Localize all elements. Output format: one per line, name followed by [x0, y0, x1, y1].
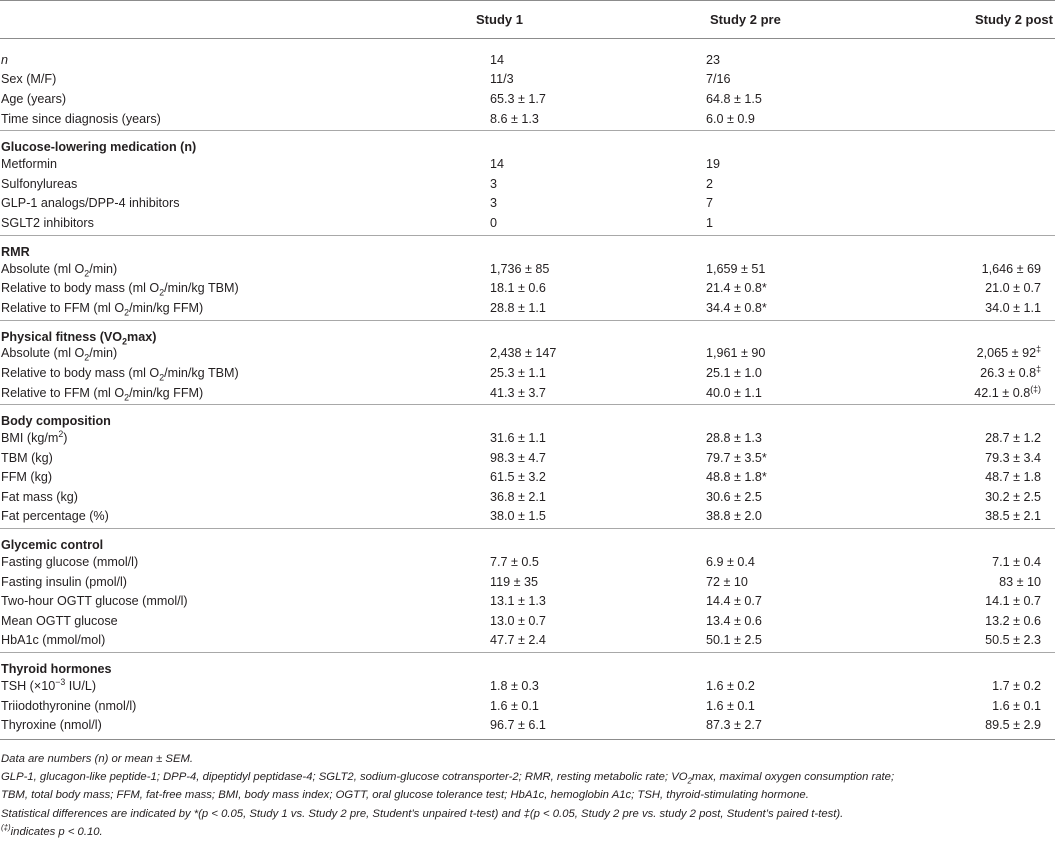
cell-study1: 8.6 ± 1.3 — [490, 111, 539, 126]
label-text: /min/kg TBM) — [164, 365, 239, 380]
label-text: TSH (×10 — [1, 679, 56, 694]
superscript: (‡) — [1, 823, 11, 833]
row-label: Fat mass (kg) — [1, 489, 78, 504]
table-row — [0, 487, 1055, 507]
cell-study2-pre: 7 — [706, 196, 714, 211]
row-label — [0, 676, 384, 696]
cell-study2-post — [845, 194, 1055, 214]
table-row — [0, 174, 1055, 194]
section-heading-row — [0, 529, 1055, 553]
cell-study2-post: 28.7 ± 1.2 — [985, 431, 1041, 446]
footnote-text: GLP-1, glucagon-like peptide-1; DPP-4, dipeptidyl peptidase-4; SGLT2, sodium-glucose cotransporter-2; RMR, resting metabolic rate; VO — [1, 771, 688, 784]
significance-mark: ‡ — [1036, 344, 1041, 355]
row-label: Thyroxine (nmol/l) — [1, 718, 102, 733]
row-label: GLP-1 analogs/DPP-4 inhibitors — [1, 196, 180, 211]
cell-study1: 36.8 ± 2.1 — [490, 489, 546, 504]
row-label: HbA1c (mmol/mol) — [1, 633, 106, 648]
section-title-body: Body composition — [0, 405, 1055, 429]
cell-study2-post: 1.6 ± 0.1 — [992, 698, 1041, 713]
cell-study1: 96.7 ± 6.1 — [490, 718, 546, 733]
cell-study1: 3 — [490, 176, 498, 191]
cell-study2-pre: 30.6 ± 2.5 — [706, 489, 762, 504]
cell-study2-pre: 48.8 ± 1.8* — [706, 470, 767, 485]
row-label: SGLT2 inhibitors — [1, 215, 94, 230]
cell-study2-post: 21.0 ± 0.7 — [985, 281, 1041, 296]
cell-study2-pre: 1,659 ± 51 — [706, 261, 766, 276]
label-text: /min) — [89, 261, 118, 276]
section-heading-row — [0, 405, 1055, 429]
cell-study1: 31.6 ± 1.1 — [490, 431, 546, 446]
cell-study2-post: 38.5 ± 2.1 — [985, 509, 1041, 524]
label-text: /min) — [89, 346, 118, 361]
cell-study2-pre: 79.7 ± 3.5* — [706, 450, 767, 465]
label-text: Relative to body mass (ml O — [1, 281, 160, 296]
footnote-line: Statistical differences are indicated by *(p < 0.05, Study 1 vs. Study 2 pre, Student’s unpaired t-test) and ‡(p < 0.05, Study 2 pre vs. study 2 post, Student’s paired t-test). — [1, 807, 844, 820]
subscript: 2 — [122, 336, 127, 347]
cell-study2-post — [845, 154, 1055, 174]
table-row — [0, 676, 1055, 696]
cell-study2-post: 14.1 ± 0.7 — [985, 594, 1041, 609]
cell-study2-pre: 23 — [706, 52, 721, 67]
superscript: 2 — [58, 428, 64, 439]
cell-study2-pre: 7/16 — [706, 72, 731, 87]
cell-study1: 28.8 ± 1.1 — [490, 300, 546, 315]
table-row — [0, 383, 1055, 405]
label-text: Absolute (ml O — [1, 346, 85, 361]
cell-study1: 1.6 ± 0.1 — [490, 698, 539, 713]
label-text: BMI (kg/m — [1, 431, 59, 446]
row-label — [0, 363, 384, 383]
row-label — [0, 50, 384, 70]
subscript: 2 — [159, 372, 165, 383]
row-label: TBM (kg) — [1, 450, 53, 465]
cell-study2-post: 79.3 ± 3.4 — [985, 450, 1041, 465]
cell-study2-post: 83 ± 10 — [999, 574, 1041, 589]
footnote-text: indicates p < 0.10. — [10, 825, 103, 838]
cell-study2-post — [845, 363, 1055, 383]
cell-study2-pre: 87.3 ± 2.7 — [706, 718, 762, 733]
row-label: Mean OGTT glucose — [1, 613, 118, 628]
label-text: /min/kg TBM) — [164, 281, 239, 296]
row-label: Triiodothyronine (nmol/l) — [1, 698, 137, 713]
table-row — [0, 552, 1055, 572]
table-row — [0, 109, 1055, 131]
section-title-glycemic: Glycemic control — [0, 529, 1055, 553]
table-row — [0, 298, 1055, 320]
subscript: 2 — [84, 268, 90, 279]
n-label: n — [1, 52, 9, 67]
cell-study2-pre: 1,961 ± 90 — [706, 346, 766, 361]
table-row — [0, 344, 1055, 364]
row-label: Fasting insulin (pmol/l) — [1, 574, 127, 589]
table-row — [0, 213, 1055, 235]
cell-study2-pre: 25.1 ± 1.0 — [706, 365, 762, 380]
table-row — [0, 154, 1055, 174]
label-text: Relative to body mass (ml O — [1, 365, 160, 380]
table-row — [0, 428, 1055, 448]
table-row — [0, 507, 1055, 529]
cell-study2-post: 48.7 ± 1.8 — [985, 470, 1041, 485]
row-label — [0, 278, 384, 298]
cell-study1: 14 — [490, 157, 505, 172]
cell-study2-post: 30.2 ± 2.5 — [985, 489, 1041, 504]
table-row — [0, 89, 1055, 109]
label-text: /min/kg FFM) — [129, 300, 204, 315]
subscript: 2 — [124, 392, 130, 403]
row-label — [0, 298, 384, 320]
label-text: IU/L) — [65, 679, 97, 694]
cell-study2-post: 7.1 ± 0.4 — [992, 555, 1041, 570]
footnote-line: Data are numbers (n) or mean ± SEM. — [1, 753, 194, 766]
cell-study2-pre: 2 — [706, 176, 714, 191]
cell-study2-pre: 21.4 ± 0.8* — [706, 281, 767, 296]
cell-study1: 1,736 ± 85 — [490, 261, 550, 276]
subscript: 2 — [159, 287, 165, 298]
title-text: max) — [127, 329, 157, 344]
section-heading-row — [0, 131, 1055, 155]
header-study2-post: Study 2 post — [845, 1, 1055, 39]
cell-study2-post — [845, 50, 1055, 70]
row-label: Two-hour OGTT glucose (mmol/l) — [1, 594, 188, 609]
superscript: −3 — [55, 676, 66, 687]
cell-study1: 119 ± 35 — [490, 574, 538, 589]
cell-study2-post — [845, 109, 1055, 131]
cell-study2-pre: 72 ± 10 — [706, 574, 748, 589]
section-title-fitness — [0, 320, 1055, 347]
row-label: Fat percentage (%) — [1, 509, 109, 524]
table-row — [0, 363, 1055, 383]
header-study2-pre: Study 2 pre — [582, 1, 845, 39]
label-text: /min/kg FFM) — [129, 385, 204, 400]
cell-study2-post: 50.5 ± 2.3 — [985, 633, 1041, 648]
cell-study1: 14 — [490, 52, 505, 67]
table-row — [0, 468, 1055, 488]
subscript: 2 — [84, 352, 90, 363]
cell-study2-post — [845, 174, 1055, 194]
cell-study2-pre: 34.4 ± 0.8* — [706, 300, 767, 315]
footnote-line: TBM, total body mass; FFM, fat-free mass; BMI, body mass index; OGTT, oral glucose tolerance test; HbA1c, hemoglobin A1c; TSH, thyroid-stimulating hormone. — [1, 789, 809, 802]
cell-study2-pre: 40.0 ± 1.1 — [706, 385, 762, 400]
value-text: 42.1 ± 0.8 — [974, 385, 1031, 400]
row-label: FFM (kg) — [1, 470, 53, 485]
cell-study2-pre: 1.6 ± 0.1 — [706, 698, 755, 713]
table-row — [0, 278, 1055, 298]
row-label — [0, 259, 384, 279]
table-row — [0, 194, 1055, 214]
row-label — [0, 344, 384, 364]
significance-mark: ‡ — [1036, 363, 1041, 374]
table-footnotes — [0, 740, 1055, 841]
cell-study1: 1.8 ± 0.3 — [490, 679, 539, 694]
cell-study1: 25.3 ± 1.1 — [490, 365, 546, 380]
section-title-medication: Glucose-lowering medication (n) — [0, 131, 1055, 155]
cell-study2-pre: 1 — [706, 215, 714, 230]
row-label: Sex (M/F) — [1, 72, 57, 87]
footnote-text: max, maximal oxygen consumption rate; — [691, 771, 895, 784]
cell-study2-post — [845, 213, 1055, 235]
section-heading-row — [0, 235, 1055, 259]
section-title-rmr: RMR — [0, 235, 1055, 259]
title-text: Physical fitness (VO — [1, 329, 123, 344]
table-row — [0, 572, 1055, 592]
cell-study2-post: 13.2 ± 0.6 — [985, 613, 1041, 628]
value-text: 2,065 ± 92 — [976, 346, 1037, 361]
table-row — [0, 70, 1055, 90]
row-label: Age (years) — [1, 91, 67, 106]
table-row — [0, 259, 1055, 279]
cell-study1: 98.3 ± 4.7 — [490, 450, 546, 465]
cell-study1: 3 — [490, 196, 498, 211]
table-row — [0, 715, 1055, 737]
cell-study2-pre: 1.6 ± 0.2 — [706, 679, 755, 694]
cell-study2-post: 1.7 ± 0.2 — [992, 679, 1041, 694]
section-heading-row — [0, 653, 1055, 677]
significance-mark: (‡) — [1030, 383, 1041, 394]
cell-study2-post — [845, 383, 1055, 405]
cell-study1: 47.7 ± 2.4 — [490, 633, 546, 648]
table-row — [0, 611, 1055, 631]
cell-study1: 2,438 ± 147 — [490, 346, 557, 361]
row-label: Sulfonylureas — [1, 176, 78, 191]
cell-study2-pre: 13.4 ± 0.6 — [706, 613, 762, 628]
cell-study1: 65.3 ± 1.7 — [490, 91, 546, 106]
table-row — [0, 448, 1055, 468]
cell-study1: 13.1 ± 1.3 — [490, 594, 546, 609]
row-label: Time since diagnosis (years) — [1, 111, 161, 126]
cell-study1: 11/3 — [490, 72, 514, 87]
footnote-line — [1, 768, 1055, 786]
header-study1: Study 1 — [384, 1, 582, 39]
table-header — [0, 1, 1055, 39]
cell-study2-pre: 28.8 ± 1.3 — [706, 431, 762, 446]
value-text: 26.3 ± 0.8 — [980, 365, 1037, 380]
cell-study1: 38.0 ± 1.5 — [490, 509, 546, 524]
label-text: Relative to FFM (ml O — [1, 300, 125, 315]
cell-study2-pre: 14.4 ± 0.7 — [706, 594, 762, 609]
cell-study2-post: 89.5 ± 2.9 — [985, 718, 1041, 733]
cell-study1: 18.1 ± 0.6 — [490, 281, 546, 296]
label-text: Absolute (ml O — [1, 261, 85, 276]
row-label — [0, 428, 384, 448]
cell-study1: 41.3 ± 3.7 — [490, 385, 546, 400]
cell-study2-post: 1,646 ± 69 — [981, 261, 1041, 276]
cell-study2-pre: 64.8 ± 1.5 — [706, 91, 762, 106]
row-label — [0, 383, 384, 405]
cell-study1: 7.7 ± 0.5 — [490, 555, 539, 570]
spacer-row — [0, 39, 1055, 51]
cell-study2-pre: 19 — [706, 157, 721, 172]
cell-study1: 13.0 ± 0.7 — [490, 613, 546, 628]
row-label: Metformin — [1, 157, 57, 172]
label-text: ) — [63, 431, 68, 446]
table-row — [0, 696, 1055, 716]
cell-study1: 0 — [490, 215, 498, 230]
footnote-line — [1, 823, 1055, 841]
subscript: 2 — [687, 776, 692, 786]
table-row — [0, 631, 1055, 653]
cell-study1: 61.5 ± 3.2 — [490, 470, 546, 485]
table-row — [0, 591, 1055, 611]
cell-study2-pre: 38.8 ± 2.0 — [706, 509, 762, 524]
section-title-thyroid: Thyroid hormones — [0, 653, 1055, 677]
cell-study2-post — [845, 344, 1055, 364]
row-label: Fasting glucose (mmol/l) — [1, 555, 139, 570]
cell-study2-post — [845, 89, 1055, 109]
subscript: 2 — [124, 307, 130, 318]
header-blank — [0, 1, 384, 39]
label-text: Relative to FFM (ml O — [1, 385, 125, 400]
cell-study2-post: 34.0 ± 1.1 — [985, 300, 1041, 315]
section-heading-row — [0, 320, 1055, 344]
cell-study2-pre: 6.9 ± 0.4 — [706, 555, 755, 570]
table-row — [0, 50, 1055, 70]
cell-study2-post — [845, 70, 1055, 90]
cell-study2-pre: 6.0 ± 0.9 — [706, 111, 755, 126]
cell-study2-pre: 50.1 ± 2.5 — [706, 633, 762, 648]
